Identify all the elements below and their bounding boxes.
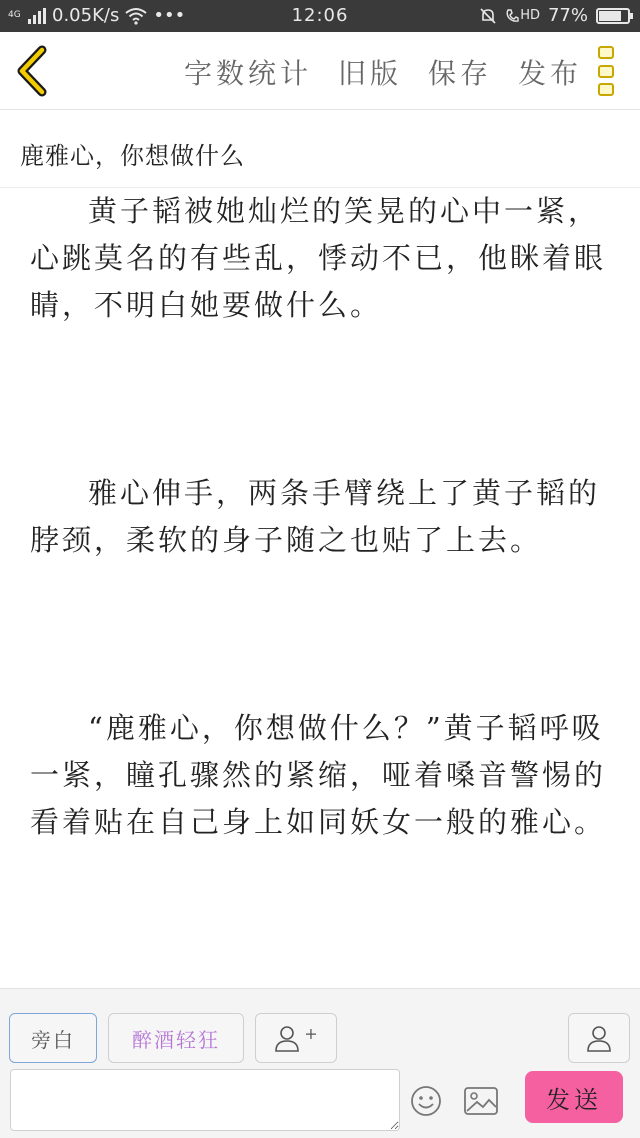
add-plus: + — [304, 1023, 320, 1043]
story-paragraph: 雅心伸手，两条手臂绕上了黄子韬的脖颈，柔软的身子随之也贴了上去。 — [30, 476, 601, 557]
chapter-title[interactable]: 鹿雅心，你想做什么 — [20, 142, 245, 170]
story-paragraph: 黄子韬被她灿烂的笑晃的心中一紧，心跳莫名的有些乱，悸动不已，他眯着眼睛，不明白她要做什么。 — [30, 194, 607, 322]
save-button[interactable]: 保存 — [428, 57, 493, 90]
editor-toolbar — [0, 32, 640, 110]
phone-icon — [505, 8, 519, 24]
send-button[interactable]: 发送 — [525, 1071, 623, 1123]
role-character-button[interactable]: 醉酒轻狂 — [108, 1013, 244, 1063]
person-button[interactable] — [568, 1013, 630, 1063]
image-icon[interactable] — [463, 1085, 499, 1117]
hd-label: HD — [520, 8, 540, 23]
battery-percent: 77% — [547, 5, 588, 26]
add-role-button[interactable] — [255, 1013, 337, 1063]
battery-fill — [599, 11, 621, 21]
publish-button[interactable]: 发布 — [518, 57, 583, 90]
word-count-button[interactable]: 字数统计 — [184, 57, 313, 90]
network-speed: 0.05K/s — [52, 5, 120, 26]
chapter-title-bar — [0, 110, 640, 188]
person-icon — [584, 1023, 614, 1053]
old-version-button[interactable]: 旧版 — [338, 57, 403, 90]
smile-icon[interactable] — [410, 1085, 442, 1117]
role-aside-button[interactable]: 旁白 — [9, 1013, 97, 1063]
more-vertical-icon[interactable] — [598, 46, 618, 96]
status-right — [479, 5, 630, 26]
toolbar-actions — [184, 52, 582, 92]
story-content[interactable] — [0, 188, 640, 988]
status-bar — [0, 0, 640, 32]
message-input[interactable] — [10, 1069, 400, 1131]
more-dots: ••• — [153, 5, 186, 26]
add-person-icon — [272, 1023, 302, 1053]
network-type: 4G — [8, 10, 21, 20]
chevron-left-icon[interactable] — [12, 44, 56, 98]
status-time: 12:06 — [291, 5, 349, 26]
composer-panel — [0, 988, 640, 1138]
mute-bell-icon — [479, 7, 497, 25]
call-hd-icon — [505, 8, 540, 24]
battery-icon — [596, 8, 630, 24]
story-paragraph: “鹿雅心，你想做什么？”黄子韬呼吸一紧，瞳孔骤然的紧缩，哑着嗓音警惕的看着贴在自己身上如同妖女一般的雅心。 — [30, 711, 607, 839]
